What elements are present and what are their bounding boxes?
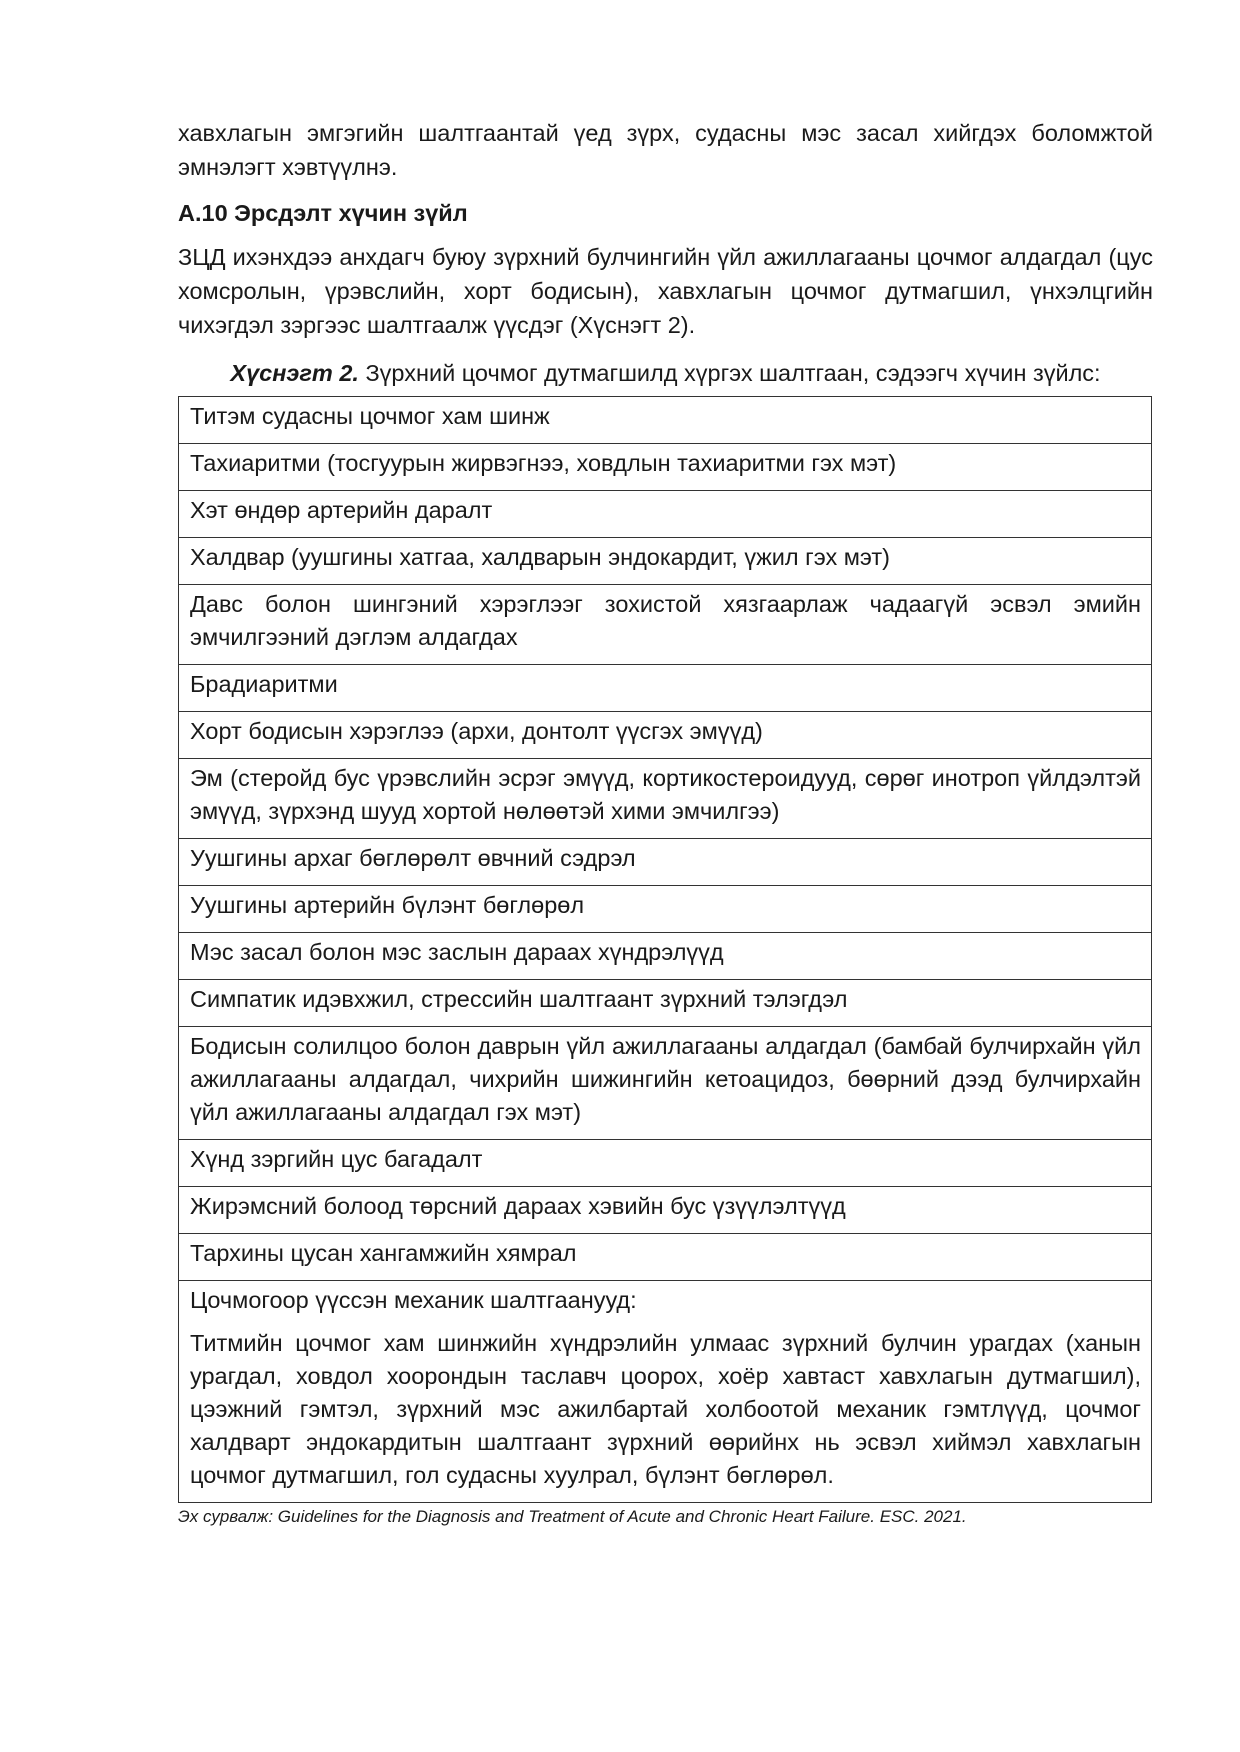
table-caption-text: Зүрхний цочмог дутмагшилд хүргэх шалтгаан, сэдээгч хүчин зүйлс: [358,360,1101,386]
table-caption [178,356,1153,390]
table-cell: Хорт бодисын хэрэглээ (архи, донтолт үүсгэх эмүүд) [179,712,1152,759]
risk-factors-table [178,396,1152,1503]
table-cell: Мэс засал болон мэс заслын дараах хүндрэлүүд [179,933,1152,980]
table-row [179,980,1152,1027]
table-row [179,665,1152,712]
table-cell: Уушгины архаг бөглөрөлт өвчний сэдрэл [179,839,1152,886]
table-row [179,1281,1152,1503]
table-row [179,839,1152,886]
table-cell: Хэт өндөр артерийн даралт [179,491,1152,538]
mechanical-causes-body: Титмийн цочмог хам шинжийн хүндрэлийн улмаас зүрхний булчин урагдах (ханын урагдал, ховдол хоорондын таславч цоорох, хоёр хавтаст хавхлагын дутмагшил), цээжний гэмтэл, зүрхний мэс ажилбартай холбоотой механик гэмтлүүд, цочмог халдварт эндокардитын шалтгаант зүрхний өөрийнх нь эсвэл хиймэл хавхлагын цочмог дутмагшил, гол судасны хуулрал, бүлэнт бөглөрөл. [190,1330,1141,1488]
table-cell: Уушгины артерийн бүлэнт бөглөрөл [179,886,1152,933]
table-cell: Тархины цусан хангамжийн хямрал [179,1234,1152,1281]
section-paragraph: ЗЦД ихэнхдээ анхдагч буюу зүрхний булчингийн үйл ажиллагааны цочмог алдагдал (цус хомсролын, үрэвслийн, хорт бодисын), хавхлагын цочмог дутмагшил, үнхэлцгийн чихэгдэл зэргээс шалтгаалж үүсдэг (Хүснэгт 2). [178,244,1153,338]
table-row [179,1140,1152,1187]
table-cell: Титэм судасны цочмог хам шинж [179,397,1152,444]
table-row [179,585,1152,665]
table-row [179,397,1152,444]
intro-paragraph: хавхлагын эмгэгийн шалтгаантай үед зүрх, судасны мэс засал хийгдэх боломжтой эмнэлэгт хэвтүүлнэ. [178,120,1153,180]
table-row [179,444,1152,491]
table-cell: Бодисын солилцоо болон даврын үйл ажиллагааны алдагдал (бамбай булчирхайн үйл ажиллагааны алдагдал, чихрийн шижингийн кетоацидоз, бөөрний дээд булчирхайн үйл ажиллагааны алдагдал гэх мэт) [179,1027,1152,1140]
table-row [179,1234,1152,1281]
table-source-note: Эх сурвалж: Guidelines for the Diagnosis and Treatment of Acute and Chronic Heart Failure. ESC. 2021. [178,1507,967,1526]
table-row [179,933,1152,980]
mechanical-causes-title: Цочмогоор үүссэн механик шалтгаанууд: [190,1287,637,1313]
table-caption-label: Хүснэгт 2. [230,360,359,386]
section-heading: А.10 Эрсдэлт хүчин зүйл [178,200,468,226]
table-cell: Брадиаритми [179,665,1152,712]
table-row [179,538,1152,585]
table-cell: Жирэмсний болоод төрсний дараах хэвийн бус үзүүлэлтүүд [179,1187,1152,1234]
table-cell: Халдвар (уушгины хатгаа, халдварын эндокардит, үжил гэх мэт) [179,538,1152,585]
table-cell: Симпатик идэвхжил, стрессийн шалтгаант зүрхний тэлэгдэл [179,980,1152,1027]
table-row [179,759,1152,839]
table-row [179,886,1152,933]
table-row [179,1027,1152,1140]
table-row [179,1187,1152,1234]
table-row [179,491,1152,538]
table-cell: Хүнд зэргийн цус багадалт [179,1140,1152,1187]
table-cell: Тахиаритми (тосгуурын жирвэгнээ, ховдлын тахиаритми гэх мэт) [179,444,1152,491]
table-cell-mechanical-causes [179,1281,1152,1503]
table-cell: Эм (стеройд бус үрэвслийн эсрэг эмүүд, кортикостероидууд, сөрөг инотроп үйлдэлтэй эмүүд, зүрхэнд шууд хортой нөлөөтэй хими эмчилгээ) [179,759,1152,839]
document-page [178,116,1153,1529]
table-cell: Давс болон шингэний хэрэглээг зохистой хязгаарлаж чадаагүй эсвэл эмийн эмчилгээний дэглэм алдагдах [179,585,1152,665]
table-row [179,712,1152,759]
